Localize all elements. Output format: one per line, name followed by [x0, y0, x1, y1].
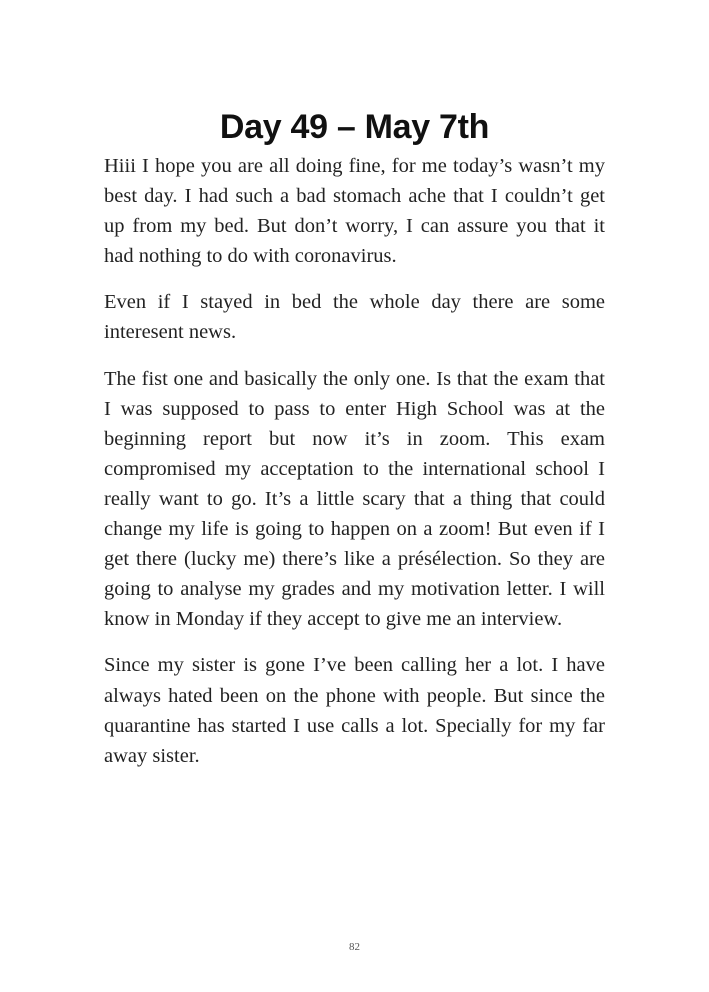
diary-entry-body	[104, 151, 605, 787]
page-number: 82	[349, 941, 360, 953]
paragraph-1: Hiii I hope you are all doing fine, for me today’s wasn’t my best day. I had such a bad stomach ache that I couldn’t get up from my bed. But don’t worry, I can assure you that it had nothing to do with coronavirus.	[104, 155, 605, 268]
paragraph-3: The fist one and basically the only one. Is that the exam that I was supposed to pass to enter High School was at the beginning report but now it’s in zoom. This exam compromised my acceptation to the international school I really want to go. It’s a little scary that a thing that could change my life is going to happen on a zoom! But even if I get there (lucky me) there’s like a présélection. So they are going to analyse my grades and my motivation letter. I will know in Monday if they accept to give me an interview.	[104, 367, 605, 631]
page-title: Day 49 – May 7th	[219, 107, 490, 146]
paragraph-4: Since my sister is gone I’ve been calling her a lot. I have always hated been on the phone with people. But since the quarantine has started I use calls a lot. Specially for my far away sister.	[104, 654, 605, 767]
paragraph-2: Even if I stayed in bed the whole day there are some interesent news.	[104, 291, 605, 344]
